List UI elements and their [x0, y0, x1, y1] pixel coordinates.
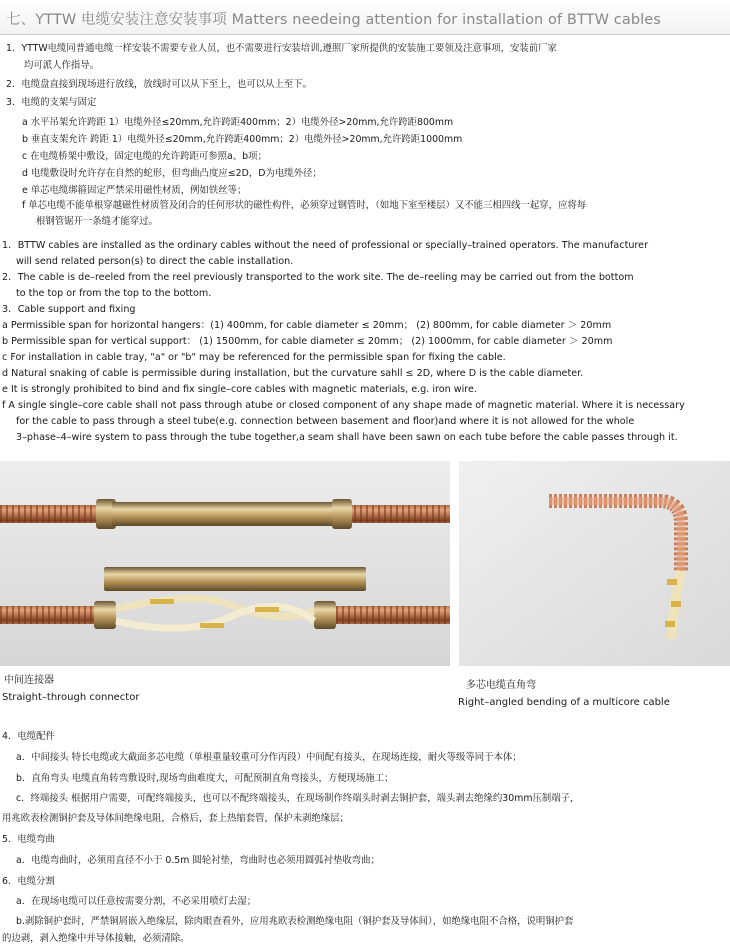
en-line: 1．BTTW cables are installed as the ordinary cables without the need of professional or specially–trained operators. The manufacturer	[2, 240, 649, 251]
en-line: 3–phase–4–wire system to pass through the tube together,a seam shall have been sawn on each tube before the cable passes through it.	[16, 432, 678, 443]
zh-line: 用兆欧表检测铜护套及导体间绝缘电阻，合格后，套上热缩套管，保护未剥绝缘层；	[2, 813, 349, 824]
en-line: c For installation in cable tray, "a" or "b" may be referenced for the permissible span for fixing the cable.	[2, 352, 506, 363]
zh-line: d 电缆敷设时允许存在自然的蛇形，但弯曲凸度应≤2D，D为电缆外径；	[22, 168, 322, 179]
zh-line: 1．YTTW电缆同普通电缆一样安装不需要专业人员，也不需要进行安装培训,遵照厂家所提供的安装施工要领及注意事项，安装前厂家	[6, 43, 557, 54]
zh-line: a 水平吊架允许跨距 1）电缆外径≤20mm,允许跨距400mm；2）电缆外径>20mm,允许跨距800mm	[22, 117, 454, 128]
zh-line: c 在电缆桥架中敷设，固定电缆的允许跨距可参照a、b项；	[22, 151, 267, 162]
zh-line: 根钢管锯开一条缝才能穿过。	[36, 216, 158, 227]
en-line: to the top or from the top to the bottom.	[16, 288, 212, 299]
left-caption-en: Straight–through connector	[2, 692, 140, 703]
section-title: 七、YTTW 电缆安装注意安装事项 Matters needeing attention for installation of BTTW cables	[6, 12, 661, 28]
zh-line: b.剥除铜护套时，严禁铜屑嵌入绝缘层，除肉眼查看外，应用兆欧表检测绝缘电阻（铜护套及导体间），如绝缘电阻不合格，说明铜护套	[16, 916, 574, 927]
en-line: e It is strongly prohibited to bind and fix single–core cables with magnetic materials, e.g. iron wire.	[2, 384, 477, 395]
straight-through-connector-photo	[0, 461, 450, 666]
zh-line: a．电缆弯曲时，必须用直径不小于 0.5m 圆轮衬垫，弯曲时也必须用圆弧衬垫收弯曲；	[16, 855, 380, 866]
zh-line: 6．电缆分割	[2, 876, 55, 887]
en-line: b Permissible span for vertical support： (1) 1500mm, for cable diameter ≤ 20mm； (2) 1000mm, for cable diameter ＞ 20mm	[2, 336, 613, 347]
zh-line: a．在现场电缆可以任意按需要分割，不必采用喷灯去湿；	[16, 896, 257, 907]
en-line: f A single single–core cable shall not pass through atube or closed component of any shape made of magnetic material. Where it is necessary	[2, 400, 685, 411]
zh-line: 5．电缆弯曲	[2, 834, 55, 845]
zh-line: a．中间接头 特长电缆或大截面多芯电缆（单根重量较重可分作丙段）中间配有接头，在现场连接，耐火等级等同于本体；	[16, 752, 522, 763]
zh-line: b 垂直支架允许 跨距 1）电缆外径≤20mm,允许跨距400mm；2）电缆外径>20mm,允许跨距1000mm	[22, 134, 463, 145]
zh-line: b．直角弯头 电缆直角转弯敷设时,现场弯曲难度大，可配预制直角弯接头，方便现场施工；	[16, 773, 394, 784]
zh-line: c．终端接头 根据用户需要，可配终端接头，也可以不配终端接头，在现场制作终端头时剥去铜护套，端头剥去绝缘约30mm压制端子，	[16, 793, 580, 804]
zh-line: 2．电缆盘直接到现场进行放线，放线时可以从下至上，也可以从上至下。	[6, 79, 312, 90]
zh-line: 4．电缆配件	[2, 731, 55, 742]
right-angle-bend-photo	[459, 461, 730, 666]
en-line: 2．The cable is de–reeled from the reel previously transported to the work site. The de–reeling may be carried out from the bottom	[2, 272, 634, 283]
en-line: 3．Cable support and fixing	[2, 304, 136, 315]
section-title-bar	[0, 0, 730, 35]
en-line: for the cable to pass through a steel tube(e.g. connection between basement and floor)and where it is not allowed for the whole	[16, 416, 635, 427]
zh-line: 3．电缆的支架与固定	[6, 97, 97, 108]
left-caption-zh: 中间连接器	[4, 675, 54, 686]
right-caption-zh: 多芯电缆直角弯	[466, 680, 536, 691]
en-line: a Permissible span for horizontal hangers：(1) 400mm, for cable diameter ≤ 20mm； (2) 800mm, for cable diameter ＞ 20mm	[2, 320, 612, 331]
en-line: d Natural snaking of cable is permissible during installation, but the curvature sahll ≤ 2D, where D is the cable diameter.	[2, 368, 584, 379]
zh-line: 均可派人作指导。	[24, 60, 100, 71]
zh-line: f 单芯电缆不能单根穿越磁性材质管及闭合的任何形状的磁性构件，必须穿过钢管时，（如地下室至楼层）又不能三相四线一起穿，应将每	[22, 200, 587, 211]
zh-line: e 单芯电缆绑箍固定严禁采用磁性材质，例如铁丝等；	[22, 185, 247, 196]
zh-line: 的边剥，剥入绝缘中并导体接触，必须清除。	[2, 933, 190, 944]
right-caption-en: Right–angled bending of a multicore cable	[458, 697, 670, 708]
en-line: will send related person(s) to direct the cable installation.	[16, 256, 294, 267]
